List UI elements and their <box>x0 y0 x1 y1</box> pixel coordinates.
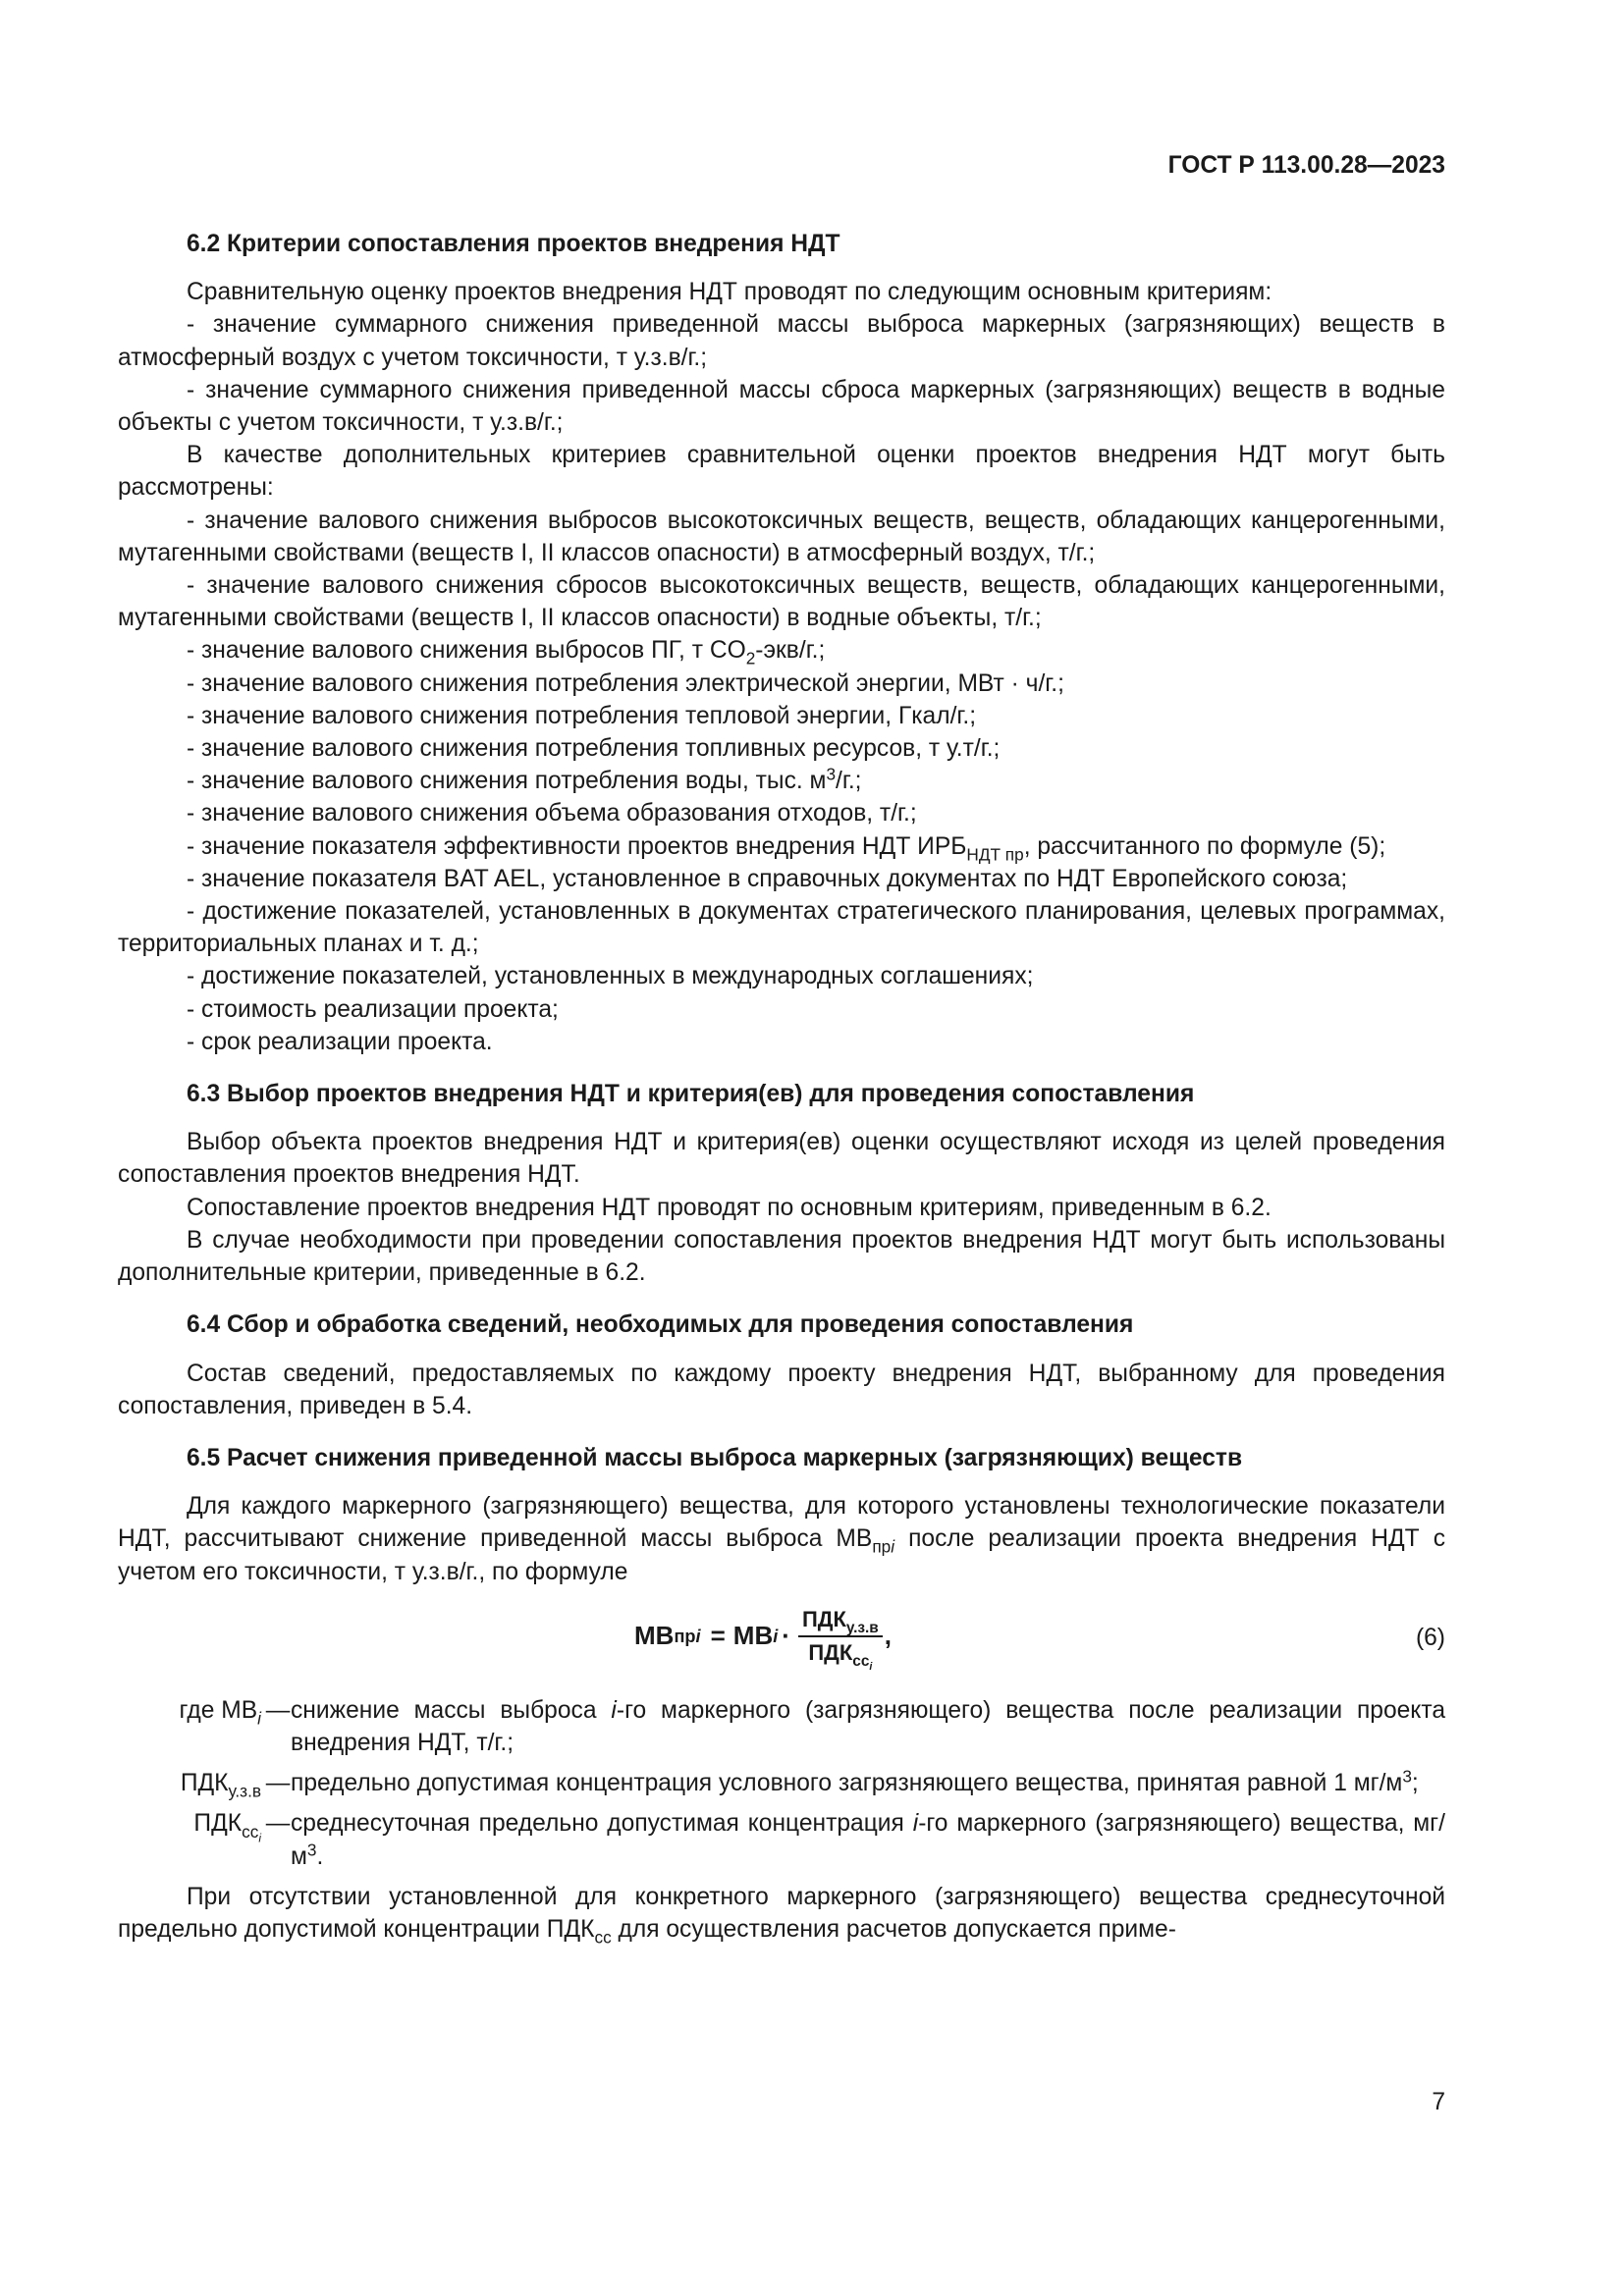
formula-expression: МВ прi = МВ i · $\frac{ПДК_{у.з.в}}{ПДК_{сс_i}}$ , <box>634 1606 892 1673</box>
paragraph: В случае необходимости при проведении сопоставления проектов внедрения НДТ могут быть использованы дополнительные критерии, приведенные в 6.2. <box>118 1226 1445 1287</box>
definition-text: среднесуточная предельно допустимая концентрация i-го маркерного (загрязняющего) вещества, $мг/м^3$. <box>291 1810 1445 1870</box>
definition-dash: — <box>265 1770 291 1797</box>
definition-term: $ПДК_{сс_i}$ <box>193 1810 261 1845</box>
list-item: - значение показателя BAT AEL, установленное в справочных документах по НДТ Европейского союза; <box>187 865 1348 892</box>
definition-term: $ПДК_{у.з.в}$ <box>180 1770 261 1801</box>
section-6-2-heading: 6.2 Критерии сопоставления проектов внедрения НДТ <box>187 231 840 257</box>
list-item: - значение валового снижения потребления электрической энергии, МВт · ч/г.; <box>187 669 1064 697</box>
list-item: - значение валового снижения потребления воды, тыс. $м^3/г$.; <box>187 764 862 795</box>
formula-6 <box>118 1602 1445 1677</box>
list-item: - достижение показателей, установленных в международных соглашениях; <box>187 963 1034 990</box>
definition-text: снижение массы выброса i-го маркерного (загрязняющего) вещества после реализации проекта внедрения НДТ, т/г.; <box>291 1696 1445 1756</box>
paragraph: Состав сведений, предоставляемых по каждому проекту внедрения НДТ, выбранному для проведения сопоставления, приведен в 5.4. <box>118 1360 1445 1419</box>
list-item: - значение показателя эффективности проектов внедрения НДТ $ИРБ_{НДТ пр}$, рассчитанного по формуле (5); <box>187 832 1386 865</box>
list-item: - значение валового снижения выбросов высокотоксичных веществ, веществ, обладающих канцерогенными, мутагенными свойствами (веществ I, II классов опасности) в атмосферный воздух, т/г.; <box>118 507 1445 566</box>
fraction-denominator: $ПДК_{сс_i}$ <box>808 1639 873 1673</box>
paragraph: Сопоставление проектов внедрения НДТ проводят по основным критериям, приведенным в 6.2. <box>187 1194 1272 1221</box>
list-item: - достижение показателей, установленных в документах стратегического планирования, целевых программах, территориальных планах и т. д.; <box>118 898 1445 958</box>
definition-dash: — <box>265 1810 291 1838</box>
equation-number: (6) <box>1415 1624 1445 1651</box>
list-item: - значение суммарного снижения приведенной массы выброса маркерных (загрязняющих) веществ в атмосферный воздух с учетом токсичности, т у.з.в/г.; <box>118 311 1445 371</box>
list-item: - значение суммарного снижения приведенной массы сброса маркерных (загрязняющих) веществ в водные объекты с учетом токсичности, т у.з.в/г.; <box>118 376 1445 437</box>
section-6-4-heading: 6.4 Сбор и обработка сведений, необходимых для проведения сопоставления <box>187 1311 1134 1339</box>
paragraph: В качестве дополнительных критериев сравнительной оценки проектов внедрения НДТ могут быть рассмотрены: <box>118 442 1445 502</box>
definition-term: где $МВ_i$ <box>179 1696 261 1729</box>
definition-dash: — <box>265 1696 291 1724</box>
formula-fraction <box>798 1606 883 1673</box>
paragraph: Для каждого маркерного (загрязняющего) вещества, для которого установлены технологические показатели НДТ, рассчитывают снижение приведенной массы выброса $МВ_{прi}$ после реализации проекта внедрения НДТ с учетом его токсичности, т у.з.в/г., по формуле <box>118 1493 1445 1585</box>
paragraph: При отсутствии установленной для конкретного маркерного (загрязняющего) вещества среднесуточной предельно допустимой концентрации $ПДК_{сс}$ для осуществления расчетов допускается приме- <box>118 1883 1445 1948</box>
definition-text: предельно допустимая концентрация условного загрязняющего вещества, принятая равной 1 $мг/м^3$; <box>291 1766 1419 1797</box>
document-body <box>118 228 1445 1946</box>
page-number: 7 <box>1432 2089 1445 2115</box>
list-item: - значение валового снижения сбросов высокотоксичных веществ, веществ, обладающих канцерогенными, мутагенными свойствами (веществ I, II классов опасности) в водные объекты, т/г.; <box>118 572 1445 632</box>
list-item: - значение валового снижения потребления топливных ресурсов, т у.т/г.; <box>187 735 1001 763</box>
list-item: - значение валового снижения выбросов ПГ, т $CO_2-экв/г$.; <box>187 637 826 668</box>
document-header: ГОСТ Р 113.00.28—2023 <box>1167 152 1445 179</box>
paragraph: Выбор объекта проектов внедрения НДТ и критерия(ев) оценки осуществляют исходя из целей проведения сопоставления проектов внедрения НДТ. <box>118 1129 1445 1189</box>
section-6-3-heading: 6.3 Выбор проектов внедрения НДТ и критерия(ев) для проведения сопоставления <box>187 1081 1195 1108</box>
document-page <box>118 0 1445 2296</box>
list-item: - значение валового снижения потребления тепловой энергии, Гкал/г.; <box>187 702 977 729</box>
paragraph: Сравнительную оценку проектов внедрения НДТ проводят по следующим основным критериям: <box>187 279 1272 306</box>
formula-definitions <box>118 1694 1445 1881</box>
list-item: - значение валового снижения объема образования отходов, т/г.; <box>187 800 917 828</box>
fraction-numerator: $ПДК_{у.з.в}$ <box>798 1606 883 1637</box>
list-item: - срок реализации проекта. <box>187 1028 493 1055</box>
list-item: - стоимость реализации проекта; <box>187 995 559 1023</box>
section-6-5-heading: 6.5 Расчет снижения приведенной массы выброса маркерных (загрязняющих) веществ <box>187 1444 1243 1471</box>
